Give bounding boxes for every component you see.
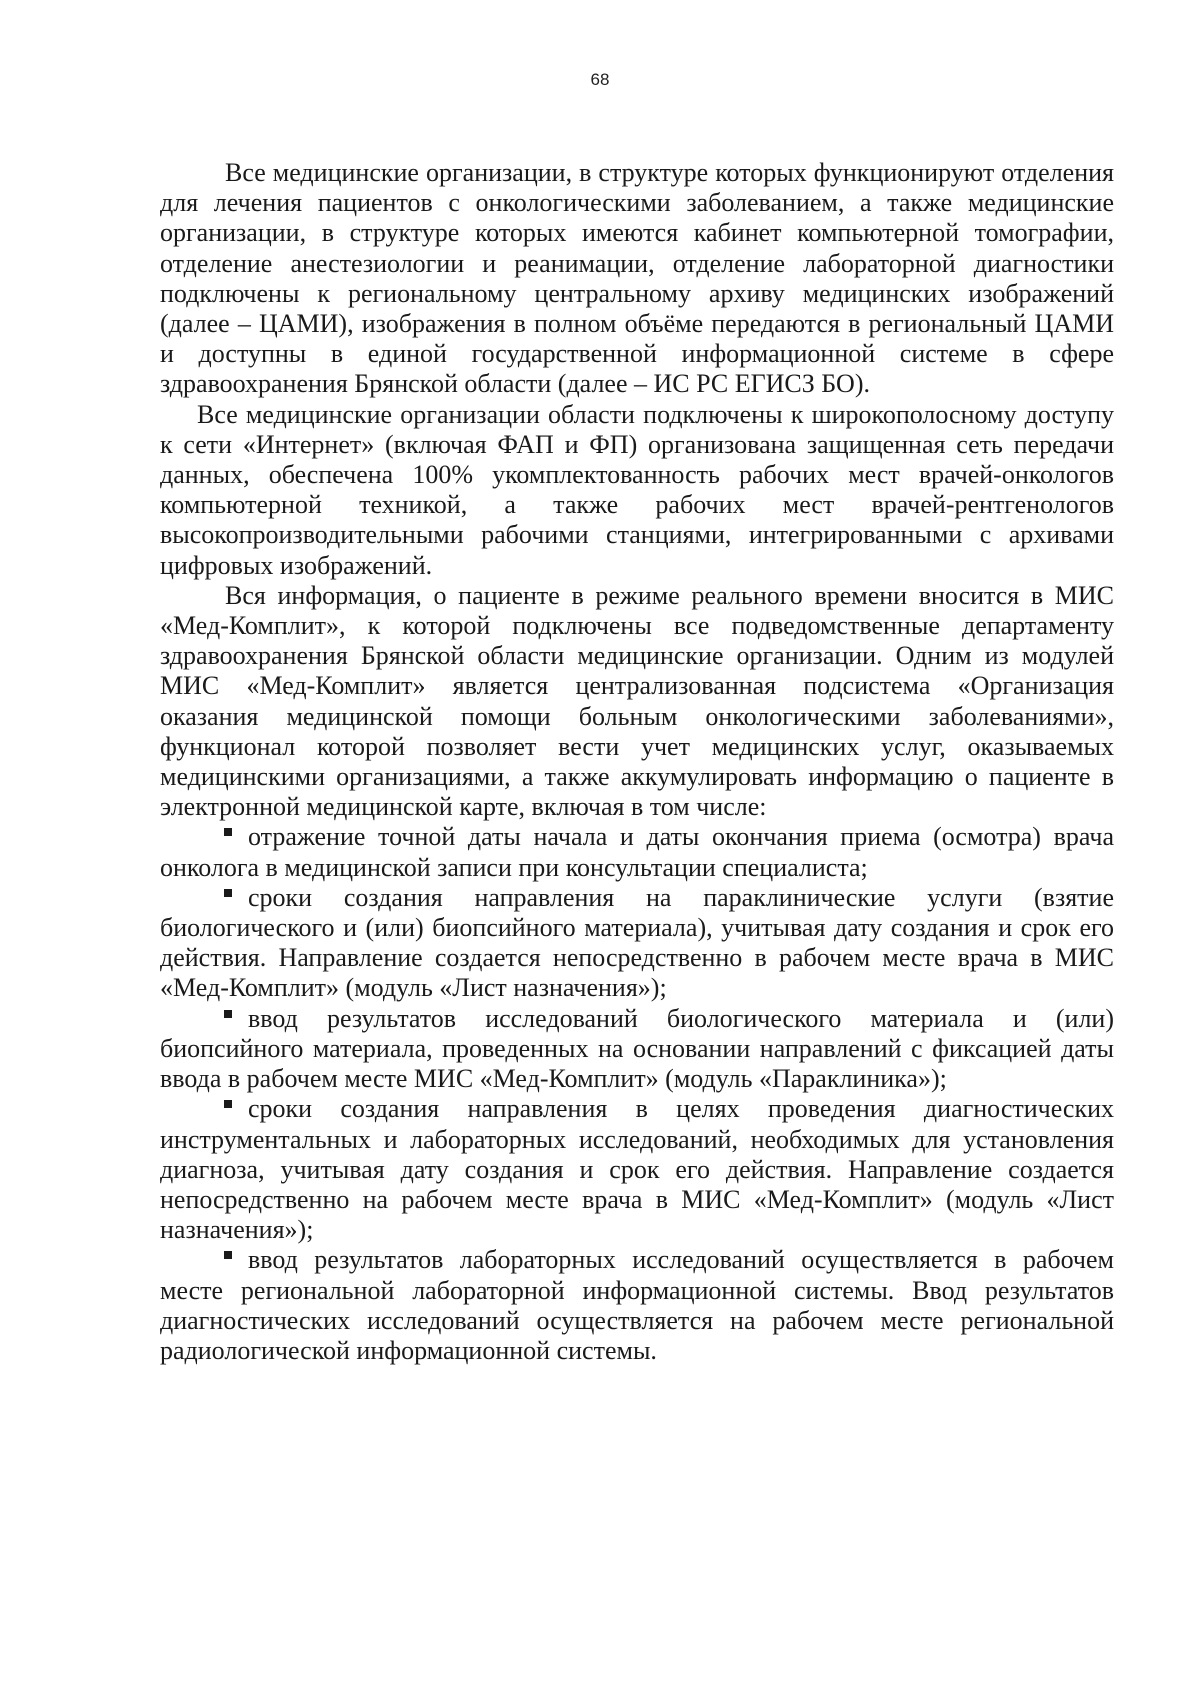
bullet-square-icon bbox=[224, 828, 232, 836]
bullet-text: сроки создания направления в целях проведения диагностических инструментальных и лабораторных исследований, необходимых для установления диагноза, учитывая дату создания и срок его действия. Направление создается непосредственно на рабочем месте врача в МИС «Мед-Комплит» (модуль «Лист назначения»); bbox=[160, 1094, 1114, 1245]
paragraph-pacs: Все медицинские организации, в структуре которых функционируют отделения для лечения пациентов с онкологическими заболеванием, а также медицинские организации, в структуре которых имеются кабинет компьютерной томографии, отделение анестезиологии и реанимации, отделение лабораторной диагностики подключены к региональному центральному архиву медицинских изображений (далее – ЦАМИ), изображения в полном объёме передаются в региональный ЦАМИ и доступны в единой государственной информационной системе в сфере здравоохранения Брянской области (далее – ИС РС ЕГИСЗ БО). bbox=[160, 158, 1114, 399]
bullet-text: отражение точной даты начала и даты окончания приема (осмотра) врача онколога в медицинской записи при консультации специалиста; bbox=[160, 822, 1114, 882]
paragraph-internet: Все медицинские организации области подключены к широкополосному доступу к сети «Интернет» (включая ФАП и ФП) организована защищенная сеть передачи данных, обеспечена 100% укомплектованность рабочих мест врачей-онкологов компьютерной техникой, а также рабочих мест врачей-рентгенологов высокопроизводительными рабочими станциями, интегрированными с архивами цифровых изображений. bbox=[160, 399, 1114, 580]
document-body bbox=[160, 158, 1114, 1366]
page-number: 68 bbox=[590, 70, 610, 89]
bullet-text: ввод результатов лабораторных исследований осуществляется в рабочем месте региональной лабораторной информационной системы. Ввод результатов диагностических исследований осуществляется на рабочем месте региональной радиологической информационной системы. bbox=[160, 1245, 1114, 1365]
bullet-text: ввод результатов исследований биологического материала и (или) биопсийного материала, проведенных на основании направлений с фиксацией даты ввода в рабочем месте МИС «Мед-Комплит» (модуль «Параклиника»); bbox=[160, 1003, 1114, 1094]
bullet-item bbox=[160, 1245, 1114, 1366]
bullet-item bbox=[160, 1094, 1114, 1245]
bullet-item bbox=[160, 822, 1114, 882]
paragraph-mis: Вся информация, о пациенте в режиме реального времени вносится в МИС «Мед-Комплит», к которой подключены все подведомственные департаменту здравоохранения Брянской области медицинские организации. Одним из модулей МИС «Мед-Комплит» является централизованная подсистема «Организация оказания медицинской помощи больным онкологическими заболеваниями», функционал которой позволяет вести учет медицинских услуг, оказываемых медицинскими организациями, а также аккумулировать информацию о пациенте в электронной медицинской карте, включая в том числе: bbox=[160, 580, 1114, 822]
bullet-text: сроки создания направления на параклинические услуги (взятие биологического и (или) биопсийного материала), учитывая дату создания и срок его действия. Направление создается непосредственно в рабочем месте врача в МИС «Мед-Комплит» (модуль «Лист назначения»); bbox=[160, 882, 1114, 1003]
bullet-square-icon bbox=[224, 889, 232, 897]
bullet-item bbox=[160, 1004, 1114, 1095]
bullet-square-icon bbox=[224, 1251, 232, 1259]
bullet-square-icon bbox=[224, 1010, 232, 1018]
bullet-square-icon bbox=[224, 1100, 232, 1108]
bullet-item bbox=[160, 883, 1114, 1004]
